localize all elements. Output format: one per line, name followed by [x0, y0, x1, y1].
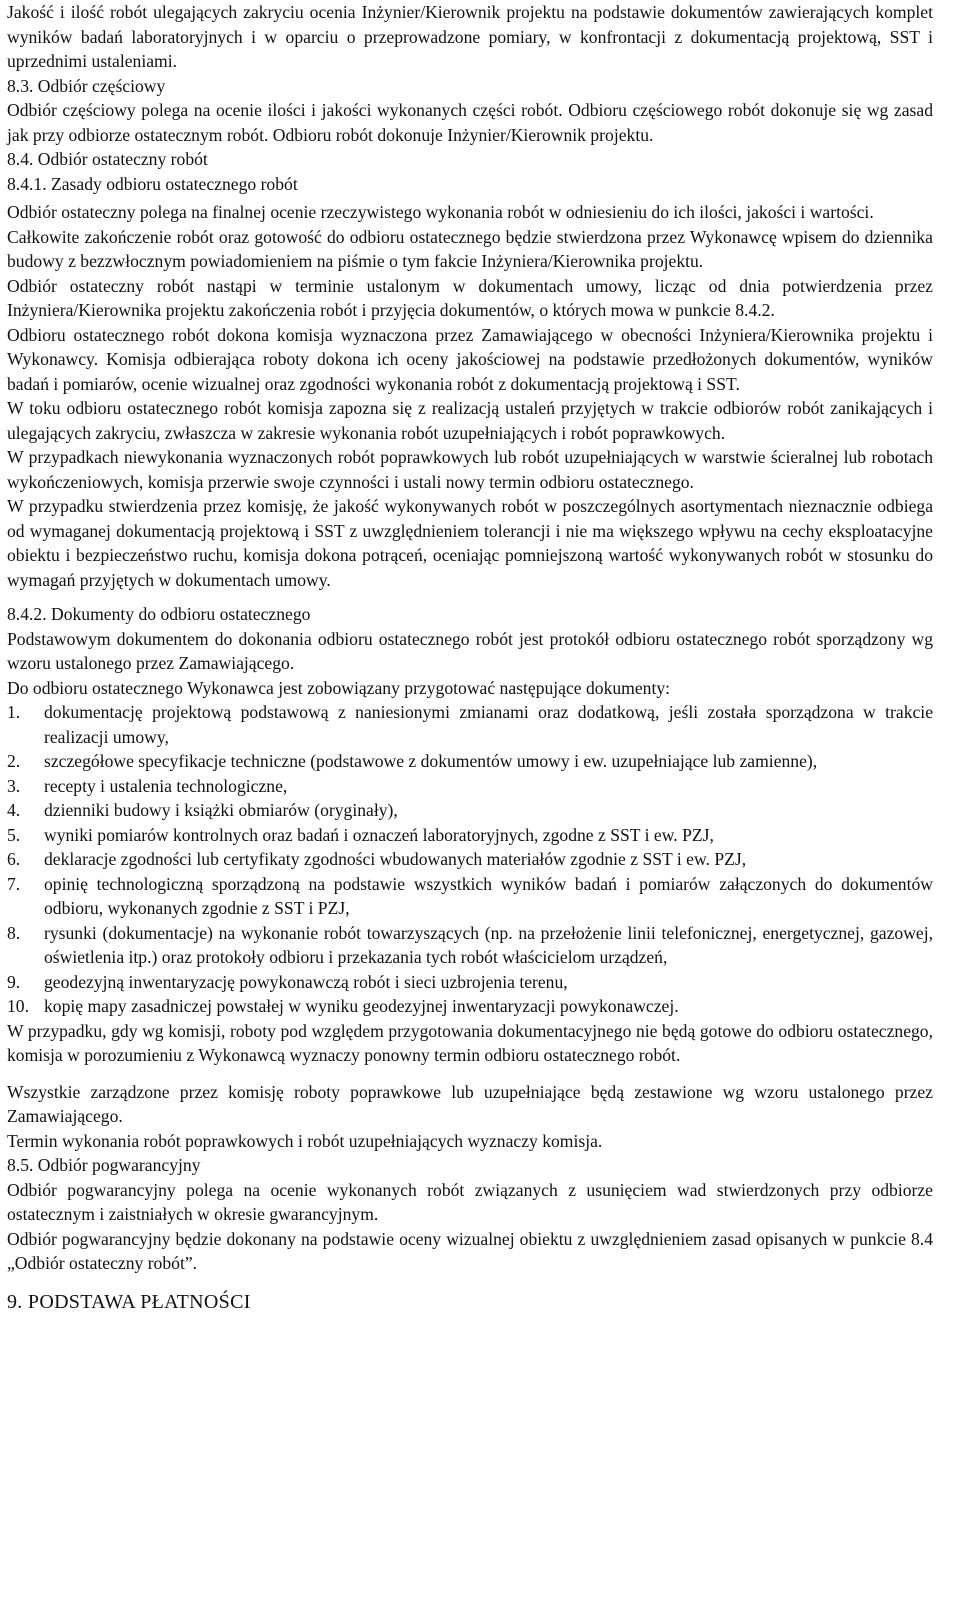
paragraph-completion-notice: Całkowite zakończenie robót oraz gotowość do odbioru ostatecznego będzie stwierdzona przez Wykonawcę wpisem do dziennika budowy z bezzwłocznym powiadomieniem na piśmie o tym fakcie Inżyniera/Kierownika projektu.: [7, 226, 933, 271]
paragraph-corrective-works-deadline: Termin wykonania robót poprawkowych i robót uzupełniających wyznaczy komisja.: [7, 1130, 603, 1151]
list-item: [7, 872, 933, 921]
list-item-number: 4.: [7, 800, 21, 820]
list-item-text: deklaracje zgodności lub certyfikaty zgodności wbudowanych materiałów zgodnie z SST i ew. PZJ,: [44, 849, 747, 869]
list-item: [7, 700, 933, 749]
paragraph-quality-deductions: W przypadku stwierdzenia przez komisję, że jakość wykonywanych robót w poszczególnych asortymentach nieznacznie odbiega od wymaganej dokumentacją projektową i SST z uwzględnieniem tolerancji i nie ma większego wpływu na cechy eksploatacyjne obiektu i bezpieczeństwo ruchu, komisja dokona potrąceń, oceniając pomniejszoną wartość wykonywanych robót w stosunku do wymagań przyjętych w dokumentach umowy.: [7, 496, 933, 590]
list-item: [7, 798, 933, 823]
paragraph-post-warranty-basis: Odbiór pogwarancyjny będzie dokonany na podstawie oceny wizualnej obiektu z uwzględnieniem zasad opisanych w punkcie 8.4 „Odbiór ostateczny robót”.: [7, 1228, 933, 1273]
document-page: [7, 0, 933, 1314]
list-item: [7, 970, 933, 995]
paragraph-new-acceptance-date: W przypadku, gdy wg komisji, roboty pod względem przygotowania dokumentacyjnego nie będą gotowe do odbioru ostatecznego, komisja w porozumieniu z Wykonawcą wyznaczy ponowny termin odbioru ostatecznego robót.: [7, 1020, 933, 1065]
list-item-text: szczegółowe specyfikacje techniczne (podstawowe z dokumentów umowy i ew. uzupełniające lub zamienne),: [44, 751, 818, 771]
list-item-number: 6.: [7, 849, 21, 869]
list-item-number: 5.: [7, 824, 21, 845]
list-item: [7, 823, 933, 848]
list-item-text: recepty i ustalenia technologiczne,: [44, 775, 288, 796]
list-item: [7, 749, 933, 774]
heading-section-9: 9. PODSTAWA PŁATNOŚCI: [7, 1290, 251, 1313]
heading-8-3: 8.3. Odbiór częściowy: [7, 75, 166, 96]
paragraph-corrective-works-list: Wszystkie zarządzone przez komisję roboty poprawkowe lub uzupełniające będą zestawione wg wzoru ustalonego przez Zamawiającego.: [7, 1081, 933, 1126]
paragraph-commission-review: W toku odbioru ostatecznego robót komisja zapozna się z realizacją ustaleń przyjętych w trakcie odbiorów robót zanikających i ulegających zakryciu, zwłaszcza w zakresie wykonania robót uzupełniających i robót poprawkowych.: [7, 398, 933, 443]
required-documents-list: [7, 700, 933, 1019]
list-item: [7, 847, 933, 872]
list-item-text: geodezyjną inwentaryzację powykonawczą robót i sieci uzbrojenia terenu,: [44, 971, 568, 992]
list-item-text: wyniki pomiarów kontrolnych oraz badań i oznaczeń laboratoryjnych, zgodne z SST i ew. PZJ,: [44, 824, 714, 845]
paragraph-post-warranty-definition: Odbiór pogwarancyjny polega na ocenie wykonanych robót związanych z usunięciem wad stwierdzonych przy odbiorze ostatecznym i zaistniałych w okresie gwarancyjnym.: [7, 1179, 933, 1224]
list-item-text: rysunki (dokumentacje) na wykonanie robót towarzyszących (np. na przełożenie linii telefonicznej, energetycznej, gazowej, oświetlenia itp.) oraz protokoły odbioru i przekazania tych robót właścicielom urządzeń,: [44, 922, 933, 967]
list-item-number: 1.: [7, 702, 21, 722]
list-item: [7, 774, 933, 799]
list-item-text: dzienniki budowy i książki obmiarów (oryginały),: [44, 800, 398, 820]
heading-8-4-1: 8.4.1. Zasady odbioru ostatecznego robót: [7, 173, 298, 194]
heading-8-4-2: 8.4.2. Dokumenty do odbioru ostatecznego: [7, 604, 311, 624]
paragraph-covered-works: Jakość i ilość robót ulegających zakryciu ocenia Inżynier/Kierownik projektu na podstawie dokumentów zawierających komplet wyników badań laboratoryjnych i w oparciu o przeprowadzone pomiary, w konfrontacji z dokumentacją projektową, SST i uprzednimi ustaleniami.: [7, 2, 933, 71]
paragraph-acceptance-deadline: Odbiór ostateczny robót nastąpi w terminie ustalonym w dokumentach umowy, licząc od dnia potwierdzenia przez Inżyniera/Kierownika projektu zakończenia robót i przyjęcia dokumentów, o których mowa w punkcie 8.4.2.: [7, 275, 933, 320]
heading-8-5: 8.5. Odbiór pogwarancyjny: [7, 1155, 201, 1175]
list-item-number: 10.: [7, 996, 29, 1016]
paragraph-acceptance-commission: Odbioru ostatecznego robót dokona komisja wyznaczona przez Zamawiającego w obecności Inżyniera/Kierownika projektu i Wykonawcy. Komisja odbierająca roboty dokona ich oceny jakościowej na podstawie przedłożonych dokumentów, wyników badań i pomiarów, ocenie wizualnej oraz zgodności wykonania robót z dokumentacją projektową i SST.: [7, 324, 933, 394]
list-item-number: 9.: [7, 971, 21, 992]
paragraph-required-documents-intro: Do odbioru ostatecznego Wykonawca jest zobowiązany przygotować następujące dokumenty:: [7, 677, 671, 698]
list-item-number: 7.: [7, 873, 21, 894]
list-item: [7, 921, 933, 970]
heading-8-4: 8.4. Odbiór ostateczny robót: [7, 149, 208, 169]
list-item-text: opinię technologiczną sporządzoną na podstawie wszystkich wyników badań i pomiarów załączonych do dokumentów odbioru, wykonanych zgodnie z SST i PZJ,: [44, 873, 933, 918]
list-item-number: 3.: [7, 775, 21, 796]
paragraph-final-acceptance-definition: Odbiór ostateczny polega na finalnej ocenie rzeczywistego wykonania robót w odniesieniu do ich ilości, jakości i wartości.: [7, 202, 874, 222]
list-item-text: kopię mapy zasadniczej powstałej w wyniku geodezyjnej inwentaryzacji powykonawczej.: [44, 996, 679, 1016]
list-item-text: dokumentację projektową podstawową z naniesionymi zmianami oraz dodatkową, jeśli została sporządzona w trakcie realizacji umowy,: [44, 702, 933, 747]
list-item: [7, 994, 933, 1019]
list-item-number: 2.: [7, 751, 21, 771]
paragraph-unfinished-works: W przypadkach niewykonania wyznaczonych robót poprawkowych lub robót uzupełniających w warstwie ścieralnej lub robotach wykończeniowych, komisja przerwie swoje czynności i ustali nowy termin odbioru ostatecznego.: [7, 447, 933, 492]
paragraph-partial-acceptance: Odbiór częściowy polega na ocenie ilości i jakości wykonanych części robót. Odbioru częściowego robót dokonuje się wg zasad jak przy odbiorze ostatecznym robót. Odbioru robót dokonuje Inżynier/Kierownik projektu.: [7, 100, 933, 145]
paragraph-acceptance-protocol: Podstawowym dokumentem do dokonania odbioru ostatecznego robót jest protokół odbioru ostatecznego robót sporządzony wg wzoru ustalonego przez Zamawiającego.: [7, 628, 933, 673]
list-item-number: 8.: [7, 922, 21, 943]
